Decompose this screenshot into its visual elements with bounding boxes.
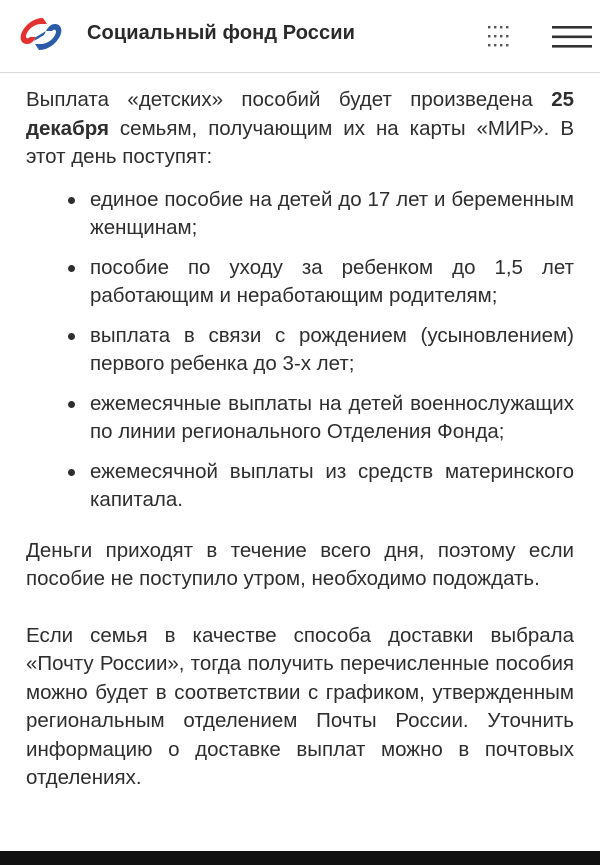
list-item-text: пособие по уходу за ребенком до 1,5 лет работающим и неработающим родителям; — [90, 255, 574, 307]
list-item — [26, 458, 574, 515]
site-header — [0, 0, 600, 73]
bullet-icon — [68, 401, 75, 408]
list-item-text: выплата в связи с рождением (усыновлением) первого ребенка до 3-х лет; — [90, 323, 574, 375]
bullet-icon — [68, 265, 75, 272]
intro-text-end: семьям, получающим их на карты «МИР». В этот день поступят: — [26, 116, 574, 168]
list-item — [26, 390, 574, 447]
list-item — [26, 322, 574, 379]
post-delivery-paragraph: Если семья в качестве способа доставки выбрала «Почту России», тогда получить перечисленные пособия можно будет в соответствии с графиком, утвержденным региональным отделением Почты России. Уточнить информацию о доставке выплат можно в почтовых отделениях. — [26, 623, 574, 789]
sfr-logo-icon[interactable] — [16, 14, 66, 54]
list-item — [26, 186, 574, 243]
timing-paragraph: Деньги приходят в течение всего дня, поэтому если пособие не поступило утром, необходимо подождать. — [26, 538, 574, 590]
list-item-text: ежемесячные выплаты на детей военнослужащих по линии регионального Отделения Фонда; — [90, 391, 574, 443]
list-item-text: единое пособие на детей до 17 лет и беременным женщинам; — [90, 187, 574, 239]
bullet-icon — [68, 469, 75, 476]
apps-grid-icon[interactable] — [486, 24, 512, 50]
menu-icon[interactable] — [552, 24, 592, 50]
system-navigation-bar — [0, 851, 600, 865]
intro-text-start: Выплата «детских» пособий будет произведена — [26, 88, 552, 111]
intro-paragraph — [26, 86, 574, 172]
benefits-list — [26, 186, 574, 515]
list-item — [26, 254, 574, 311]
brand-title[interactable]: Социальный фонд России — [87, 22, 356, 44]
article-body — [26, 86, 574, 793]
payment-date: 25 декабря — [26, 88, 574, 140]
list-item-text: ежемесячной выплаты из средств материнского капитала. — [90, 459, 574, 511]
bullet-icon — [68, 333, 75, 340]
bullet-icon — [68, 197, 75, 204]
